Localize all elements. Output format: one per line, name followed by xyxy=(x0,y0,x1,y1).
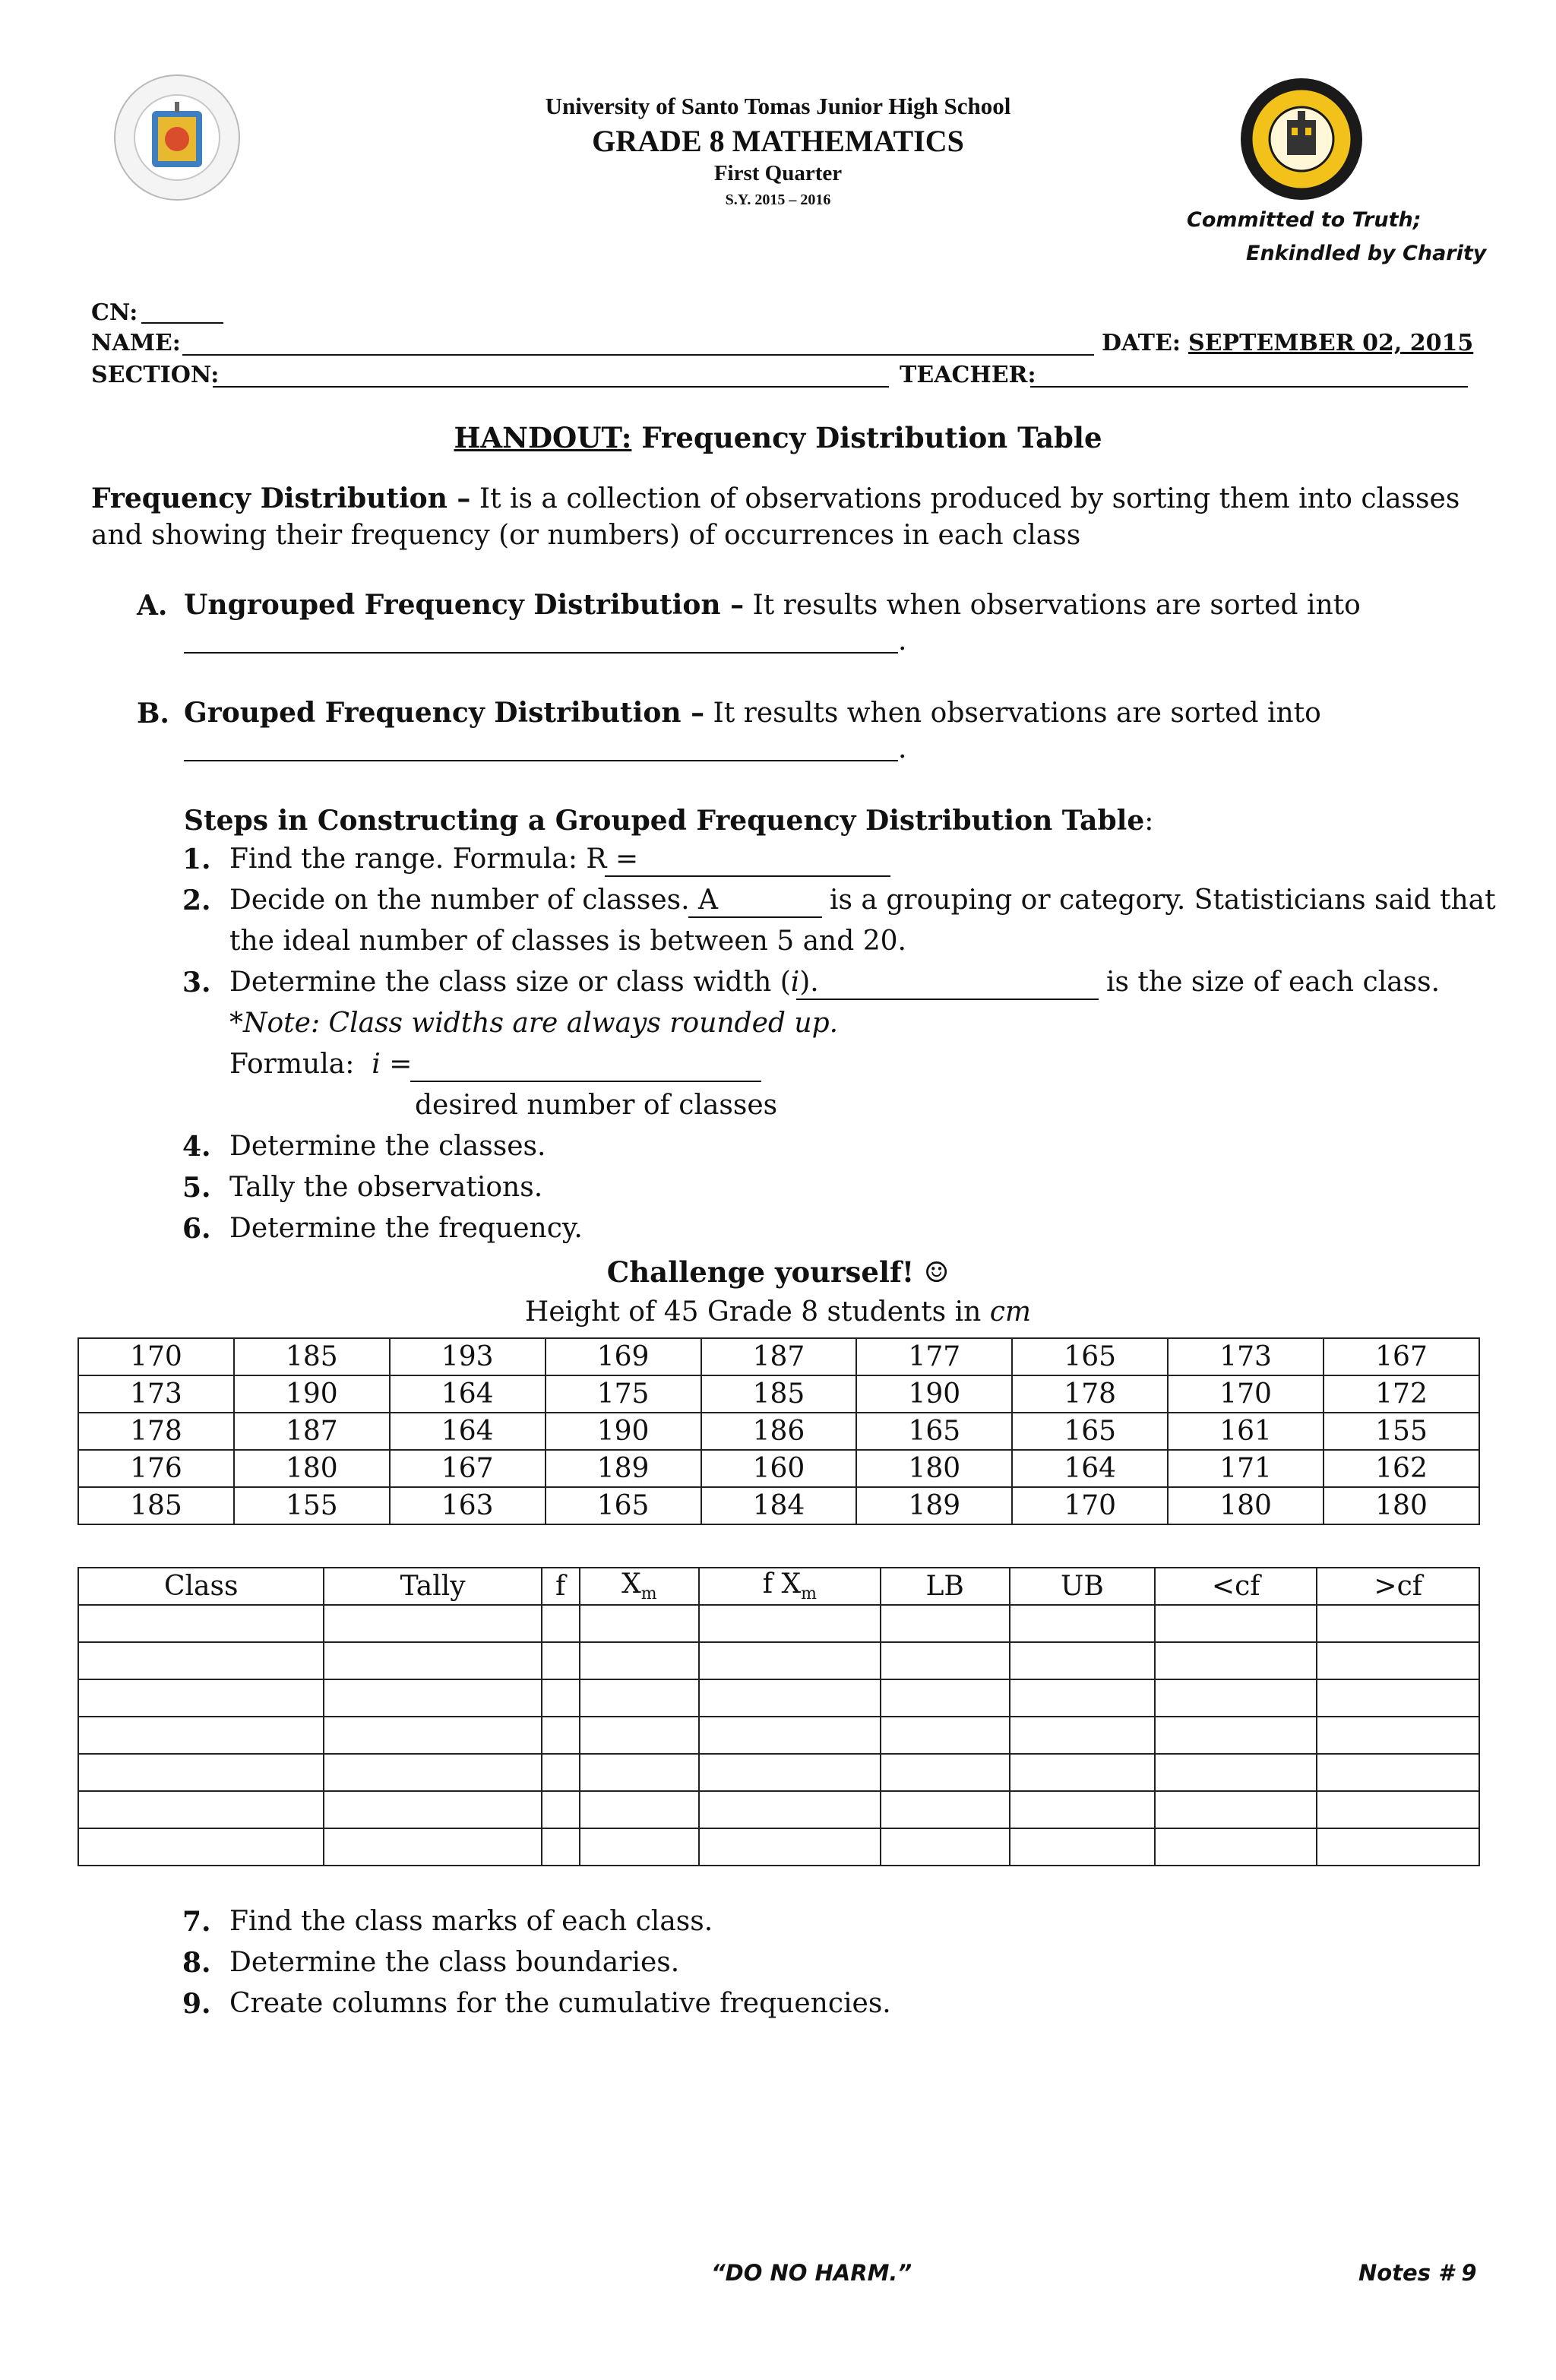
table-cell[interactable] xyxy=(1317,1754,1479,1791)
definition-term: Frequency Distribution – xyxy=(91,483,471,514)
table-cell: 170 xyxy=(1168,1375,1324,1413)
table-cell: 161 xyxy=(1168,1413,1324,1450)
step-2-number: 2. xyxy=(182,885,211,916)
table-cell: 170 xyxy=(78,1338,234,1375)
table-cell[interactable] xyxy=(542,1717,580,1754)
section-b-answer-line[interactable] xyxy=(184,760,898,761)
name-label: NAME: xyxy=(91,330,181,356)
table-cell[interactable] xyxy=(881,1828,1010,1866)
section-b-letter: B. xyxy=(137,698,169,730)
table-cell: 177 xyxy=(856,1338,1012,1375)
table-cell[interactable] xyxy=(542,1605,580,1642)
step-1-text: Find the range. Formula: R = xyxy=(229,843,639,875)
table-cell[interactable] xyxy=(580,1754,700,1791)
handout-label: HANDOUT: xyxy=(454,421,632,454)
table-cell[interactable] xyxy=(78,1717,324,1754)
table-cell[interactable] xyxy=(1010,1791,1155,1828)
col-header-ub: UB xyxy=(1010,1568,1155,1605)
table-row xyxy=(78,1413,1479,1450)
table-cell: 155 xyxy=(234,1487,390,1524)
table-cell: 180 xyxy=(856,1450,1012,1487)
step-8-number: 8. xyxy=(182,1947,211,1979)
heights-unit: cm xyxy=(989,1296,1032,1328)
motto-line-2: Enkindled by Charity xyxy=(1246,242,1487,265)
section-a-desc: It results when observations are sorted into xyxy=(752,590,1361,621)
table-cell: 178 xyxy=(1012,1375,1168,1413)
step-3-text-a: Determine the class size or class width ( xyxy=(229,967,791,998)
table-cell[interactable] xyxy=(78,1679,324,1717)
col-header-f: f xyxy=(542,1568,580,1605)
section-b-desc: It results when observations are sorted into xyxy=(713,698,1321,729)
table-cell[interactable] xyxy=(1010,1828,1155,1866)
table-row xyxy=(78,1375,1479,1413)
formula-i: i xyxy=(372,1049,381,1080)
section-b-period: . xyxy=(898,733,907,764)
table-cell: 185 xyxy=(78,1487,234,1524)
steps-heading-colon: : xyxy=(1144,805,1154,837)
formula-label: Formula: xyxy=(229,1049,355,1080)
table-cell: 164 xyxy=(1012,1450,1168,1487)
table-header-row xyxy=(78,1568,1479,1605)
table-cell: 167 xyxy=(1324,1338,1479,1375)
table-cell[interactable] xyxy=(881,1754,1010,1791)
table-cell: 193 xyxy=(390,1338,546,1375)
step-5-number: 5. xyxy=(182,1172,211,1204)
table-cell[interactable] xyxy=(324,1754,541,1791)
section-a-title: Ungrouped Frequency Distribution – xyxy=(184,589,745,621)
step-1-number: 1. xyxy=(182,843,211,875)
table-cell[interactable] xyxy=(1155,1679,1317,1717)
teacher-label: TEACHER: xyxy=(900,362,1036,388)
table-row xyxy=(78,1754,1479,1791)
table-cell[interactable] xyxy=(542,1791,580,1828)
range-formula-line[interactable] xyxy=(605,875,890,877)
table-cell: 165 xyxy=(1012,1338,1168,1375)
table-cell[interactable] xyxy=(324,1679,541,1717)
table-cell[interactable] xyxy=(580,1605,700,1642)
table-cell[interactable] xyxy=(1155,1642,1317,1679)
table-row xyxy=(78,1679,1479,1717)
table-row xyxy=(78,1828,1479,1866)
table-cell[interactable] xyxy=(580,1642,700,1679)
section-b-title: Grouped Frequency Distribution – xyxy=(184,697,705,729)
table-cell: 165 xyxy=(1012,1413,1168,1450)
table-cell[interactable] xyxy=(1317,1642,1479,1679)
step-3-text-b: ). xyxy=(799,967,819,998)
col-header-xm xyxy=(580,1568,700,1605)
table-cell[interactable] xyxy=(1155,1605,1317,1642)
table-cell: 175 xyxy=(546,1375,701,1413)
step-3-note: *Note: Class widths are always rounded up. xyxy=(229,1008,839,1039)
table-cell[interactable] xyxy=(1010,1754,1155,1791)
step-6-text: Determine the frequency. xyxy=(229,1213,583,1244)
table-cell: 163 xyxy=(390,1487,546,1524)
table-cell[interactable] xyxy=(1010,1605,1155,1642)
table-row xyxy=(78,1487,1479,1524)
table-cell: 167 xyxy=(390,1450,546,1487)
col-header-greater-cf: >cf xyxy=(1317,1568,1479,1605)
date-value: SEPTEMBER 02, 2015 xyxy=(1188,330,1474,356)
col-header-tally: Tally xyxy=(324,1568,541,1605)
section-a-text xyxy=(184,587,1475,624)
cn-label: CN: xyxy=(91,299,138,326)
table-cell[interactable] xyxy=(1317,1679,1479,1717)
table-cell[interactable] xyxy=(324,1717,541,1754)
table-cell[interactable] xyxy=(78,1605,324,1642)
fxm-label: f X xyxy=(762,1568,802,1600)
table-cell[interactable] xyxy=(324,1828,541,1866)
cn-field[interactable] xyxy=(141,322,223,324)
section-a-answer-line[interactable] xyxy=(184,652,898,654)
table-cell: 173 xyxy=(1168,1338,1324,1375)
quarter-label: First Quarter xyxy=(713,161,843,185)
step-2-text-a: Decide on the number of classes. A xyxy=(229,885,719,916)
table-cell[interactable] xyxy=(324,1605,541,1642)
step-3-text-c: is the size of each class. xyxy=(1106,967,1441,998)
table-cell: 180 xyxy=(1324,1487,1479,1524)
table-cell[interactable] xyxy=(542,1642,580,1679)
table-cell: 169 xyxy=(546,1338,701,1375)
table-cell[interactable] xyxy=(1155,1791,1317,1828)
motto-line-1: Committed to Truth; xyxy=(1187,208,1422,232)
footer-motto: “DO NO HARM.” xyxy=(711,2260,912,2286)
teacher-field[interactable] xyxy=(1030,386,1468,388)
table-cell: 160 xyxy=(701,1450,857,1487)
step-9-text: Create columns for the cumulative frequencies. xyxy=(229,1988,891,2019)
table-cell: 184 xyxy=(701,1487,857,1524)
table-cell: 155 xyxy=(1324,1413,1479,1450)
table-cell: 172 xyxy=(1324,1375,1479,1413)
table-cell[interactable] xyxy=(881,1679,1010,1717)
table-row xyxy=(78,1791,1479,1828)
table-row xyxy=(78,1642,1479,1679)
table-cell: 180 xyxy=(1168,1487,1324,1524)
table-cell: 165 xyxy=(856,1413,1012,1450)
table-cell[interactable] xyxy=(699,1828,880,1866)
table-cell[interactable] xyxy=(699,1791,880,1828)
table-cell[interactable] xyxy=(78,1642,324,1679)
section-label: SECTION: xyxy=(91,362,220,388)
table-cell: 164 xyxy=(390,1413,546,1450)
table-cell[interactable] xyxy=(1155,1754,1317,1791)
class-size-term-line[interactable] xyxy=(796,999,1099,1000)
table-cell[interactable] xyxy=(881,1791,1010,1828)
definition-paragraph xyxy=(91,480,1474,554)
table-cell[interactable] xyxy=(1317,1828,1479,1866)
table-cell: 164 xyxy=(390,1375,546,1413)
school-name: University of Santo Tomas Junior High School xyxy=(545,93,1011,119)
fxm-subscript: m xyxy=(801,1584,818,1604)
section-field[interactable] xyxy=(213,386,889,388)
col-header-lb: LB xyxy=(881,1568,1010,1605)
table-cell[interactable] xyxy=(1317,1605,1479,1642)
table-cell[interactable] xyxy=(699,1642,880,1679)
section-a-period: . xyxy=(898,625,907,657)
name-field[interactable] xyxy=(182,354,1094,356)
handout-topic: Frequency Distribution Table xyxy=(641,421,1102,454)
frequency-distribution-table xyxy=(77,1567,1480,1866)
table-cell: 190 xyxy=(234,1375,390,1413)
xm-label: X xyxy=(621,1568,641,1600)
step-4-number: 4. xyxy=(182,1131,211,1163)
table-cell[interactable] xyxy=(324,1642,541,1679)
table-cell: 178 xyxy=(78,1413,234,1450)
step-6-number: 6. xyxy=(182,1213,211,1245)
col-header-fxm xyxy=(699,1568,880,1605)
table-cell[interactable] xyxy=(699,1605,880,1642)
table-cell[interactable] xyxy=(1155,1717,1317,1754)
steps-heading-text: Steps in Constructing a Grouped Frequency Distribution Table xyxy=(184,805,1145,837)
formula-equals: = xyxy=(389,1049,413,1080)
step-7-number: 7. xyxy=(182,1906,211,1938)
table-cell[interactable] xyxy=(580,1791,700,1828)
school-year: S.Y. 2015 – 2016 xyxy=(725,191,831,208)
table-cell: 173 xyxy=(78,1375,234,1413)
table-cell[interactable] xyxy=(78,1791,324,1828)
table-cell: 165 xyxy=(546,1487,701,1524)
table-cell[interactable] xyxy=(324,1791,541,1828)
table-row xyxy=(78,1338,1479,1375)
table-cell: 190 xyxy=(856,1375,1012,1413)
subject-title: GRADE 8 MATHEMATICS xyxy=(592,124,964,158)
table-cell[interactable] xyxy=(1010,1679,1155,1717)
table-cell[interactable] xyxy=(78,1754,324,1791)
section-b-text xyxy=(184,695,1475,732)
table-cell[interactable] xyxy=(699,1754,880,1791)
table-cell[interactable] xyxy=(78,1828,324,1866)
table-cell: 162 xyxy=(1324,1450,1479,1487)
table-cell[interactable] xyxy=(542,1679,580,1717)
table-cell[interactable] xyxy=(881,1717,1010,1754)
heights-title-text: Height of 45 Grade 8 students in xyxy=(524,1296,982,1328)
table-cell[interactable] xyxy=(1317,1791,1479,1828)
table-row xyxy=(78,1450,1479,1487)
table-cell[interactable] xyxy=(699,1679,880,1717)
table-cell: 176 xyxy=(78,1450,234,1487)
table-cell: 185 xyxy=(234,1338,390,1375)
step-2-line-2: the ideal number of classes is between 5 and 20. xyxy=(229,926,906,957)
step-3-formula xyxy=(229,1049,412,1080)
col-header-class: Class xyxy=(78,1568,324,1605)
table-cell: 187 xyxy=(701,1338,857,1375)
step-3-number: 3. xyxy=(182,967,211,999)
xm-subscript: m xyxy=(640,1584,657,1604)
table-cell[interactable] xyxy=(881,1605,1010,1642)
section-a-letter: A. xyxy=(137,590,168,622)
date-label: DATE: xyxy=(1102,330,1181,356)
table-cell: 180 xyxy=(234,1450,390,1487)
col-header-less-cf: <cf xyxy=(1155,1568,1317,1605)
table-cell: 171 xyxy=(1168,1450,1324,1487)
table-cell: 185 xyxy=(701,1375,857,1413)
table-cell[interactable] xyxy=(1317,1717,1479,1754)
formula-denominator: desired number of classes xyxy=(415,1090,778,1121)
table-cell: 189 xyxy=(856,1487,1012,1524)
step-4-text: Determine the classes. xyxy=(229,1131,546,1162)
table-cell[interactable] xyxy=(580,1679,700,1717)
table-cell: 189 xyxy=(546,1450,701,1487)
table-cell[interactable] xyxy=(1010,1642,1155,1679)
heights-table xyxy=(77,1337,1480,1525)
table-cell[interactable] xyxy=(699,1717,880,1754)
table-cell[interactable] xyxy=(1010,1717,1155,1754)
table-cell: 190 xyxy=(546,1413,701,1450)
table-cell: 187 xyxy=(234,1413,390,1450)
table-cell[interactable] xyxy=(542,1828,580,1866)
step-8-text: Determine the class boundaries. xyxy=(229,1947,680,1978)
table-cell[interactable] xyxy=(1155,1828,1317,1866)
step-5-text: Tally the observations. xyxy=(229,1172,543,1203)
step-7-text: Find the class marks of each class. xyxy=(229,1906,713,1937)
class-width-numerator-line[interactable] xyxy=(410,1081,761,1082)
table-cell: 170 xyxy=(1012,1487,1168,1524)
steps-heading xyxy=(184,802,1153,840)
class-term-line[interactable] xyxy=(688,916,822,918)
table-row xyxy=(78,1605,1479,1642)
heights-table-title xyxy=(0,1296,1556,1328)
handout-title xyxy=(0,421,1556,454)
step-2-text-b: is a grouping or category. Statisticians said that xyxy=(830,885,1496,916)
table-cell[interactable] xyxy=(542,1754,580,1791)
table-row xyxy=(78,1717,1479,1754)
definition-text: It is a collection of observations produced by sorting them into classes and showing their frequency (or numbers) of occurrences in each class xyxy=(91,483,1460,551)
table-cell[interactable] xyxy=(881,1642,1010,1679)
step-3-i: i xyxy=(790,967,800,998)
table-cell[interactable] xyxy=(580,1717,700,1754)
step-9-number: 9. xyxy=(182,1988,211,2020)
table-cell: 186 xyxy=(701,1413,857,1450)
challenge-heading: Challenge yourself! ☺ xyxy=(606,1255,950,1289)
footer-notes-number: Notes # 9 xyxy=(1358,2260,1477,2286)
step-3-text xyxy=(229,967,819,998)
table-cell[interactable] xyxy=(580,1828,700,1866)
